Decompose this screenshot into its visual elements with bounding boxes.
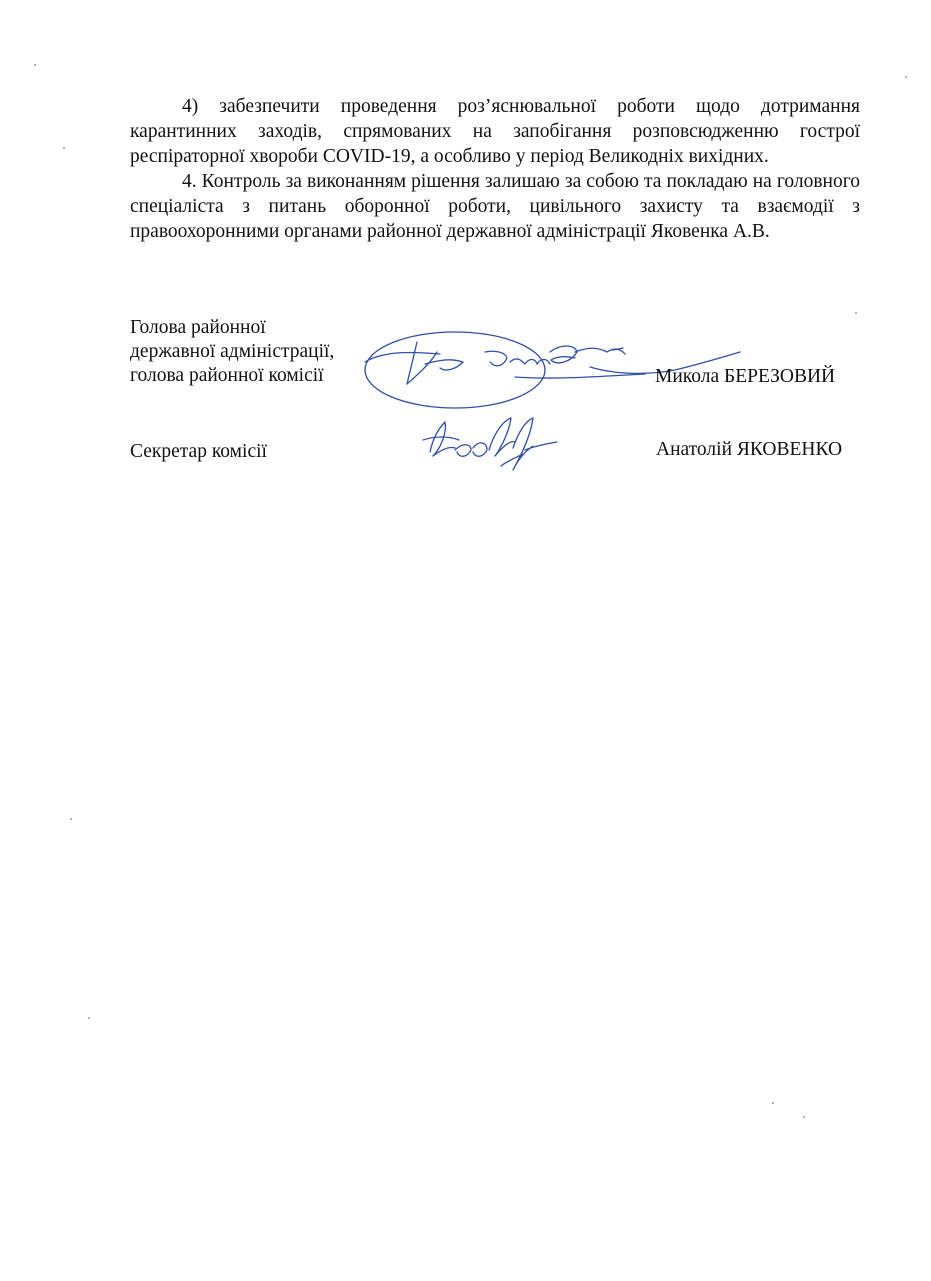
scan-speck (88, 1017, 90, 1019)
head-title-block (130, 316, 334, 388)
head-title-line: голова районної комісії (130, 365, 324, 386)
document-body (130, 94, 860, 244)
secretary-name: Анатолій ЯКОВЕНКО (656, 439, 843, 460)
head-title-line: державної адміністрації, (130, 341, 335, 362)
scan-speck (34, 64, 36, 66)
scan-speck (63, 147, 65, 149)
paragraph-control-clause: 4. Контроль за виконанням рішення залишаю за собою та покладаю на головного спеціаліста з питань оборонної роботи, цивільного захисту та взаємодії з правоохоронними органами районної державної адміністрації Яковенка А.В. (130, 171, 860, 242)
scan-speck (855, 312, 857, 314)
head-title-line: Голова районної (130, 317, 266, 338)
secretary-signature-icon (415, 410, 565, 485)
head-name: Микола БЕРЕЗОВИЙ (655, 366, 836, 387)
secretary-title: Секретар комісії (130, 441, 267, 462)
scan-speck (905, 76, 907, 78)
scan-speck (70, 818, 72, 820)
scan-speck (803, 1116, 805, 1118)
paragraph-item-4: 4) забезпечити проведення роз’яснювальної роботи щодо дотримання карантинних заходів, спрямованих на запобігання розповсюдженню гострої респіраторної хвороби COVID-19, а особливо у період Великодніх вихідних. (130, 96, 860, 167)
scan-speck (772, 1102, 774, 1104)
